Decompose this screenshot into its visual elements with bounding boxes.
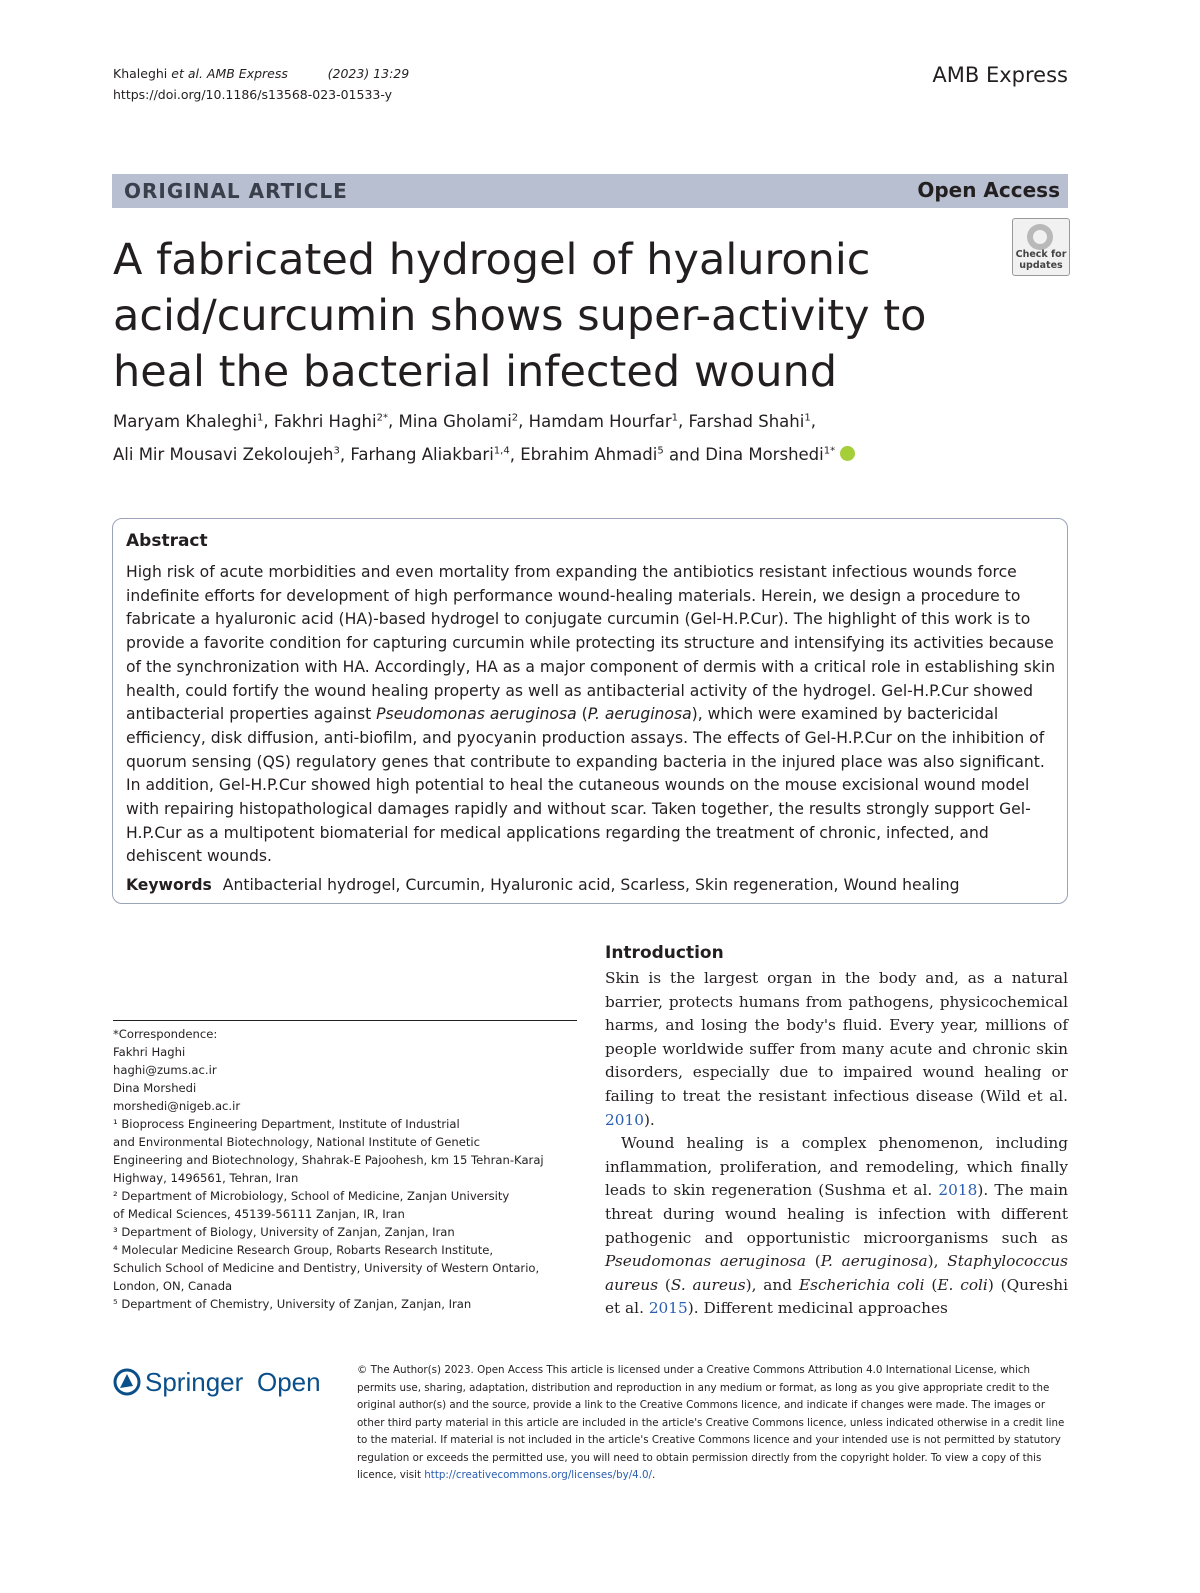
abstract-heading: Abstract [126, 531, 208, 551]
orcid-icon[interactable] [840, 446, 855, 461]
header-journal: AMB Express [206, 66, 288, 81]
header-author: Khaleghi [113, 66, 168, 81]
article-type-banner [112, 174, 1068, 208]
open-access-label: Open Access [917, 178, 1060, 202]
open-name: Open [257, 1367, 321, 1397]
footnote-divider [113, 1020, 577, 1021]
keywords-label: Keywords [126, 876, 212, 894]
crossmark-icon [1027, 224, 1053, 250]
keywords [126, 876, 1058, 894]
author[interactable]: Farshad Shahi$^1$ [688, 411, 811, 431]
article-title: A fabricated hydrogel of hyaluronic acid/curcumin shows super-activity to heal the bacterial infected wound [113, 235, 927, 397]
introduction-text [605, 967, 1068, 1321]
footnote-line: London, ON, Canada [113, 1279, 233, 1293]
footnote-line: ¹ Bioprocess Engineering Department, Institute of Industrial [113, 1117, 460, 1131]
footnote-line: Engineering and Biotechnology, Shahrak-E Pajoohesh, km 15 Tehran-Karaj [113, 1153, 544, 1167]
springer-horse-icon [113, 1362, 333, 1402]
footnote-line: Schulich School of Medicine and Dentistry, University of Western Ontario, [113, 1261, 540, 1275]
author[interactable]: Ali Mir Mousavi Zekoloujeh$^3$ [113, 445, 340, 464]
springer-open-logo [113, 1362, 333, 1402]
citation-link[interactable]: 2018 [938, 1181, 978, 1200]
footnote-line: ² Department of Microbiology, School of Medicine, Zanjan University [113, 1189, 510, 1203]
article-type: ORIGINAL ARTICLE [124, 179, 348, 203]
springer-name: Springer [145, 1367, 244, 1397]
author-list: Maryam Khaleghi$^1$, Fakhri Haghi$^{2*}$, Mina Gholami$^2$, Hamdam Hourfar$^1$, Farshad Shahi$^1$, Ali Mir Mousavi Zekoloujeh$^3$, Farhang Aliakbari$^{1,4}$, Ebrahim Ahmadi$^5$ and Dina Morshedi$^{1*}$ [113, 403, 1013, 470]
abstract-text: High risk of acute morbidities and even mortality from expanding the antibiotics resistant infectious wounds force indefinite efforts for development of high performance wound-healing materials. Herein, we design a procedure to fabricate a hyaluronic acid (HA)-based hydrogel to conjugate curcumin (Gel-H.P.Cur). The highlight of this work is to provide a favorite condition for capturing curcumin while protecting its structure and intensifying its activities because of the synchronization with HA. Accordingly, HA as a major component of dermis with a critical role in establishing skin health, could fortify the wound healing property as well as antibacterial activity of the hydrogel. Gel-H.P.Cur showed antibacterial properties against Pseudomonas aeruginosa (P. aeruginosa), which were examined by bactericidal efficiency, disk diffusion, anti-biofilm, and pyocyanin production assays. The effects of Gel-H.P.Cur on the inhibition of quorum sensing (QS) regulatory genes that contribute to expanding bacteria in the injured place was also significant. In addition, Gel-H.P.Cur showed high potential to heal the cutaneous wounds on the mouse excisional wound model with repairing histopathological damages rapidly and without scar. Taken together, the results strongly support Gel-H.P.Cur as a multipotent biomaterial for medical applications regarding the treatment of chronic, infected, and dehiscent wounds. [126, 563, 1056, 866]
license-link[interactable]: http://creativecommons.org/licenses/by/4.0/ [424, 1469, 653, 1481]
license-text: © The Author(s) 2023. Open Access This article is licensed under a Creative Commons Attribution 4.0 International License, which permits use, sharing, adaptation, distribution and reproduction in any medium or format, as long as you give appropriate credit to the original author(s) and the source, provide a link to the Creative Commons licence, and indicate if changes were made. The images or other third party material in this article are included in the article's Creative Commons licence, unless indicated otherwise in a credit line to the material. If material is not included in the article's Creative Commons licence and your intended use is not permitted by statutory regulation or exceeds the permitted use, you will need to obtain permission directly from the copyright holder. To view a copy of this licence, visit http://creativecommons.org/licenses/by/4.0/. [357, 1364, 1065, 1481]
paragraph: Skin is the largest organ in the body and, as a natural barrier, protects humans from pathogens, physicochemical harms, and losing the body's fluid. Every year, millions of people worldwide suffer from many acute and chronic skin disorders, especially due to impaired wound healing or failing to treat the resistant infectious disease (Wild et al. 2010). [605, 969, 1068, 1129]
crossmark-label: Check for updates [1015, 249, 1067, 271]
footnote-line: Highway, 1496561, Tehran, Iran [113, 1171, 299, 1185]
running-header [113, 63, 409, 105]
correspondence-footnotes [113, 1025, 577, 1313]
footnote-line: ³ Department of Biology, University of Zanjan, Zanjan, Iran [113, 1225, 455, 1239]
author[interactable]: Ebrahim Ahmadi$^5$ [520, 445, 664, 464]
author[interactable]: Dina Morshedi$^{1*}$ [705, 445, 836, 464]
footnote-line: Fakhri Haghi [113, 1045, 186, 1059]
email-link[interactable]: haghi@zums.ac.ir [113, 1063, 217, 1077]
paragraph: Wound healing is a complex phenomenon, including inflammation, proliferation, and remodeling, which finally leads to skin regeneration (Sushma et al. 2018). The main threat during wound healing is infection with different pathogenic and opportunistic microorganisms such as Pseudomonas aeruginosa (P. aeruginosa), Staphylococcus aureus (S. aureus), and Escherichia coli (E. coli) (Qureshi et al. 2015). Different medicinal approaches [605, 1134, 1068, 1318]
introduction-heading: Introduction [605, 943, 724, 963]
journal-name: AMB Express [932, 63, 1068, 87]
footnote-line: of Medical Sciences, 45139-56111 Zanjan, IR, Iran [113, 1207, 405, 1221]
author[interactable]: Farhang Aliakbari$^{1,4}$ [350, 445, 510, 464]
footnote-line: ⁴ Molecular Medicine Research Group, Robarts Research Institute, [113, 1243, 494, 1257]
check-for-updates-button[interactable] [1012, 218, 1070, 276]
author[interactable]: Hamdam Hourfar$^1$ [528, 411, 678, 431]
footnote-line: *Correspondence: [113, 1027, 218, 1041]
author[interactable]: Mina Gholami$^2$ [398, 411, 519, 431]
keywords-text: Antibacterial hydrogel, Curcumin, Hyaluronic acid, Scarless, Skin regeneration, Wound healing [222, 876, 960, 894]
citation-link[interactable]: 2015 [648, 1299, 688, 1318]
footnote-line: and Environmental Biotechnology, National Institute of Genetic [113, 1135, 480, 1149]
email-link[interactable]: morshedi@nigeb.ac.ir [113, 1099, 241, 1113]
header-doi[interactable]: https://doi.org/10.1186/s13568-023-01533-y [113, 87, 393, 102]
header-etal: et al. [171, 66, 203, 81]
author[interactable]: Fakhri Haghi$^{2*}$ [273, 411, 388, 431]
author[interactable]: Maryam Khaleghi$^1$ [113, 411, 264, 431]
citation-link[interactable]: 2010 [605, 1110, 644, 1129]
header-year-volume: (2023) 13:29 [327, 66, 410, 81]
footnote-line: ⁵ Department of Chemistry, University of Zanjan, Zanjan, Iran [113, 1297, 472, 1311]
footnote-line: Dina Morshedi [113, 1081, 197, 1095]
